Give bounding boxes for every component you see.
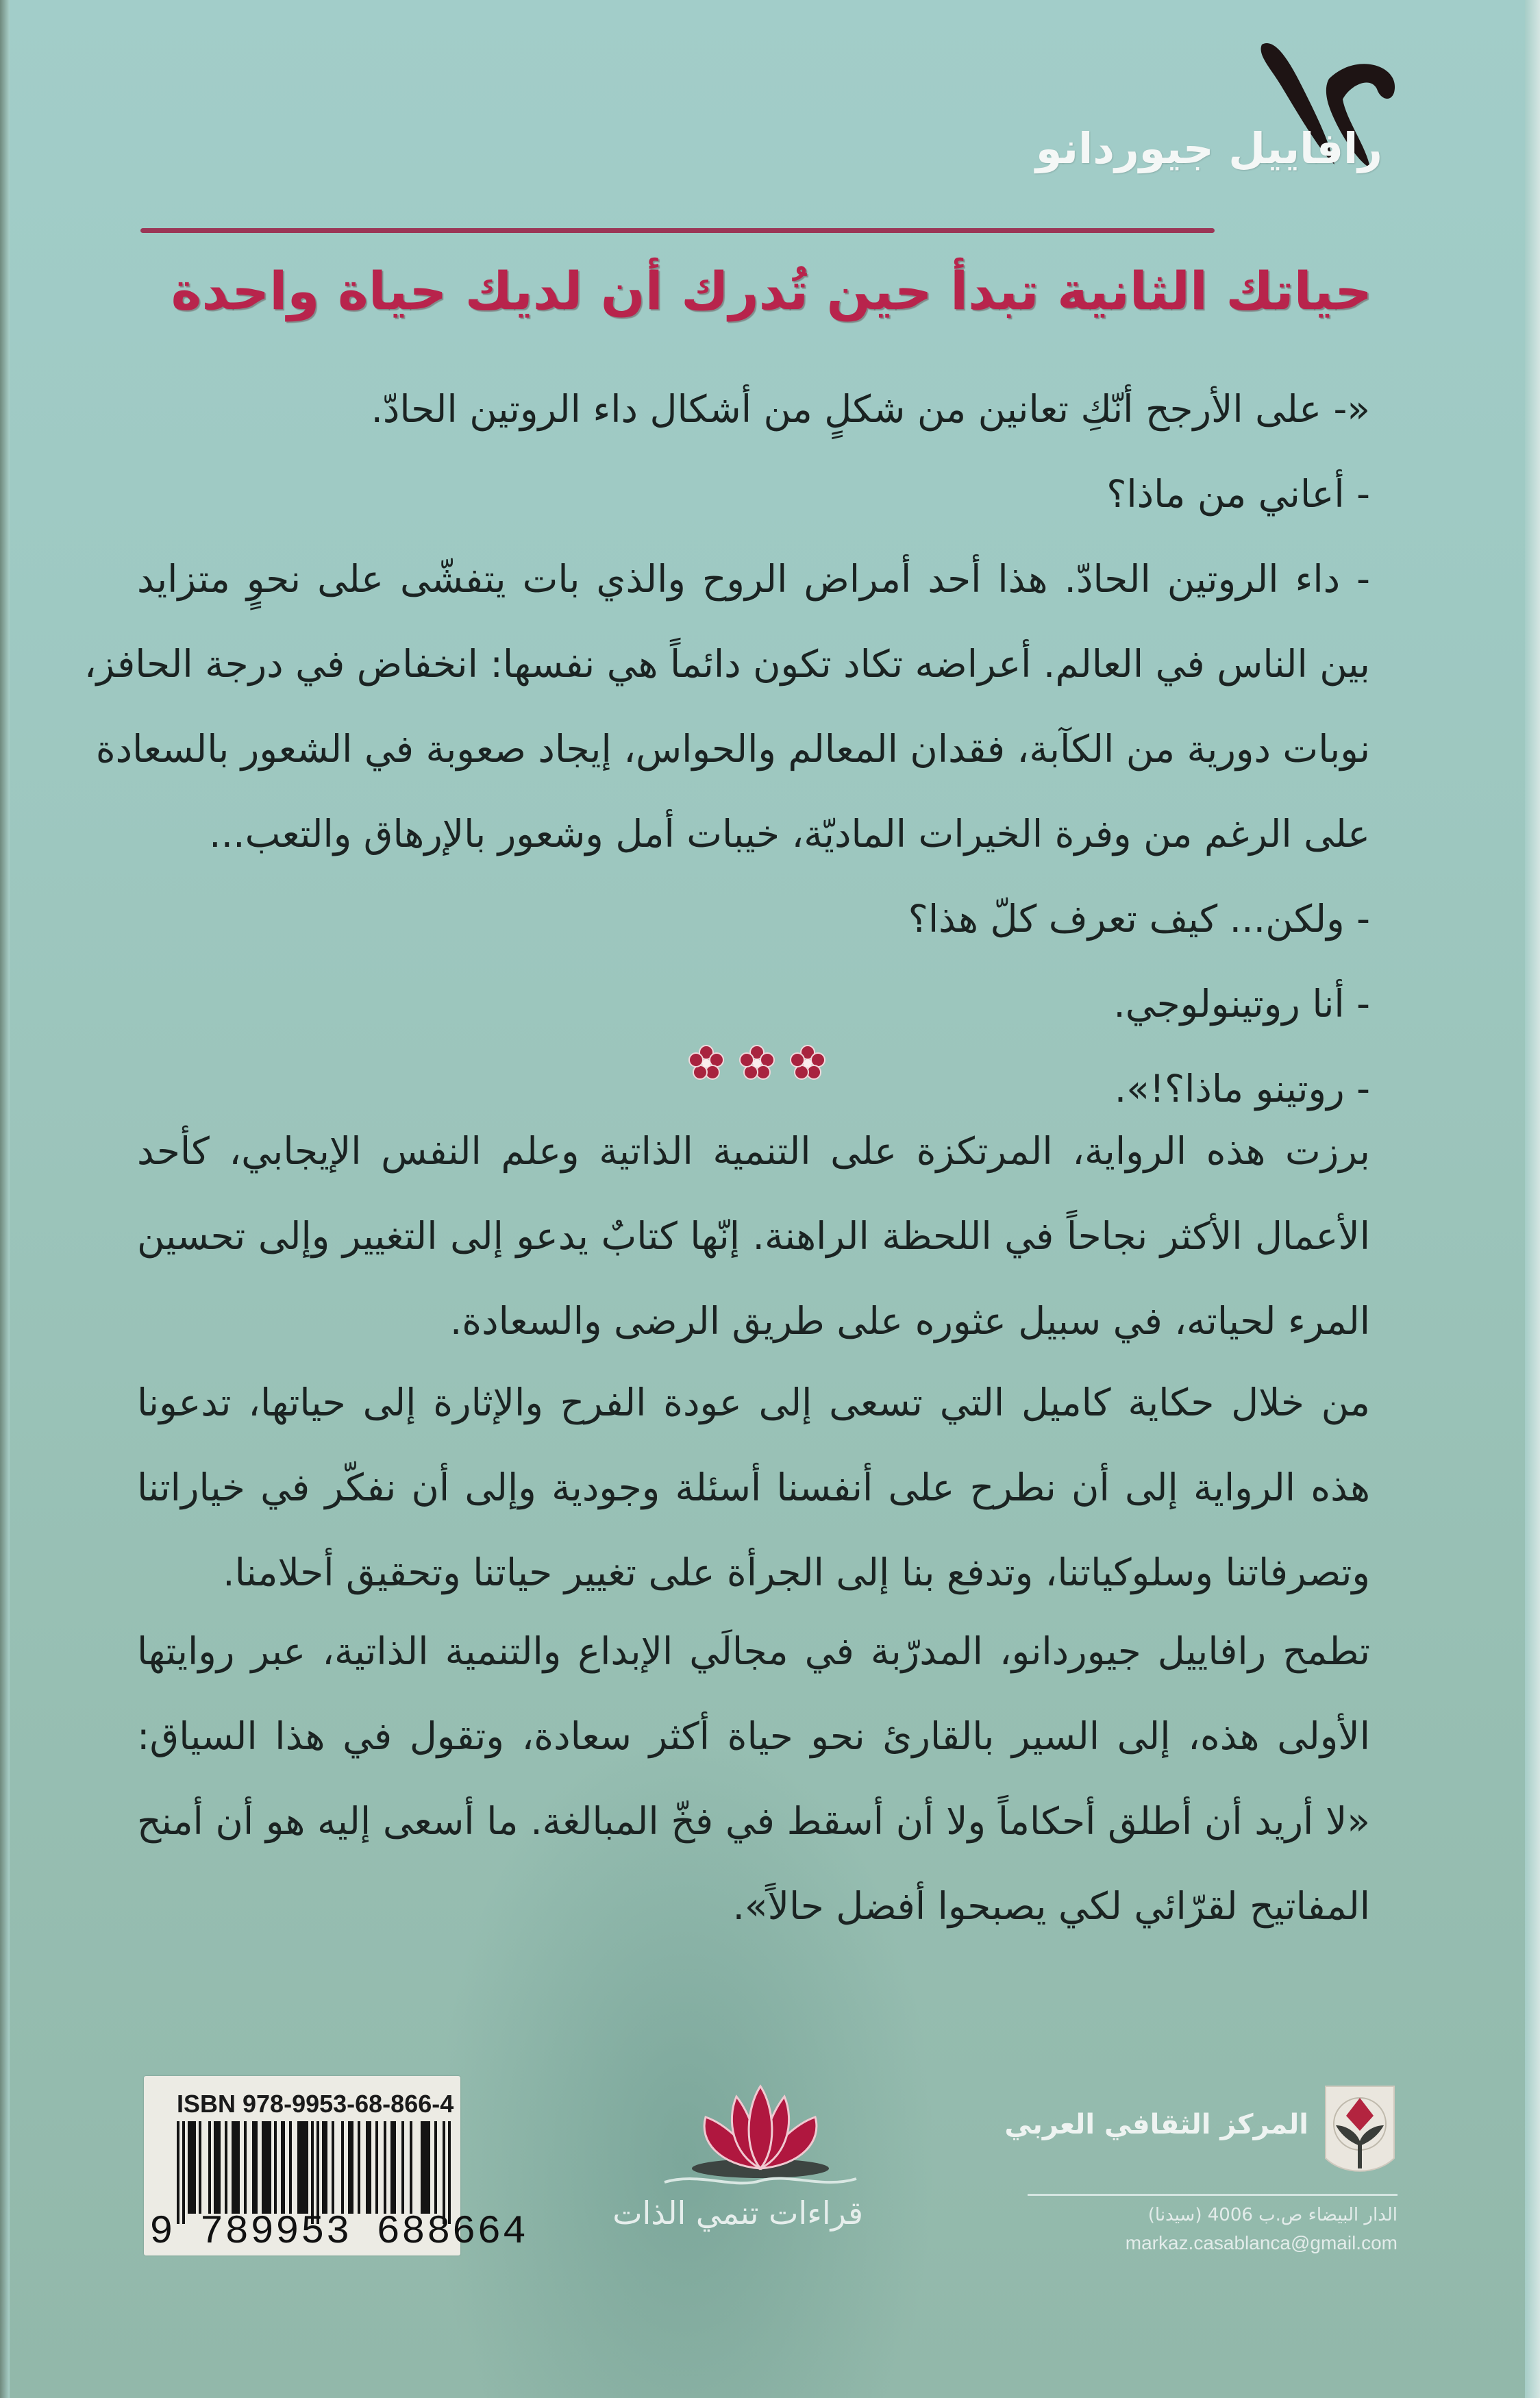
paragraph-line: من خلال حكاية كاميل التي تسعى إلى عودة الفرح والإثارة إلى حياتها، تدعونا [137, 1381, 1370, 1424]
paragraph-line: «لا أريد أن أطلق أحكاماً ولا أن أسقط في فخّ المبالغة. ما أسعى إليه هو أن أمنح [137, 1799, 1370, 1843]
paragraph-line: المرء لحياته، في سبيل عثوره على طريق الرضى والسعادة. [449, 1299, 1370, 1343]
section-separator [688, 1045, 825, 1080]
dialogue-line: - أنا روتينولوجي. [1113, 982, 1370, 1026]
author-name: رافاييل جيوردانو [1035, 123, 1382, 173]
cover-left-edge [0, 0, 10, 2398]
description-paragraph-1 [137, 1109, 1370, 1363]
publisher-address: الدار البيضاء ص.ب 4006 (سيدنا) [1147, 2205, 1398, 2225]
paragraph-line: برزت هذه الرواية، المرتكزة على التنمية الذاتية وعلم النفس الإيجابي، كأحد [137, 1129, 1370, 1173]
series-logo [612, 2079, 863, 2244]
flower-icon [790, 1045, 825, 1080]
paragraph-line: الأولى هذه، إلى السير بالقارئ نحو حياة أكثر سعادة، وتقول في هذا السياق: [137, 1714, 1370, 1758]
dialogue-line: نوبات دورية من الكآبة، فقدان المعالم والحواس، إيجاد صعوبة في الشعور بالسعادة [95, 727, 1370, 771]
dialogue-line: على الرغم من وفرة الخيرات الماديّة، خيبات أمل وشعور بالإرهاق والتعب... [209, 812, 1370, 856]
tulip-emblem-icon [1322, 2083, 1398, 2179]
ean-digits: 9 789953 688664 [149, 2210, 528, 2255]
dialogue-line: «- على الأرجح أنّكِ تعانين من شكلٍ من أشكال داء الروتين الحادّ. [371, 387, 1370, 431]
publisher-block [1004, 2083, 1404, 2261]
flower-icon [739, 1045, 775, 1080]
description-paragraph-2 [137, 1360, 1370, 1615]
isbn-barcode [144, 2076, 528, 2255]
paragraph-line: تطمح رافاييل جيوردانو، المدرّبة في مجالَي الإبداع والتنمية الذاتية، عبر روايتها [137, 1629, 1370, 1673]
dialogue-excerpt [84, 367, 1370, 1131]
paragraph-line: وتصرفاتنا وسلوكياتنا، وتدفع بنا إلى الجرأة على تغيير حياتنا وتحقيق أحلامنا. [223, 1550, 1370, 1594]
paragraph-line: المفاتيح لقرّائي لكي يصبحوا أفضل حالاً». [732, 1884, 1370, 1928]
cover-right-edge [1525, 0, 1540, 2398]
description-paragraph-3 [137, 1609, 1370, 1949]
barcode-bars [177, 2121, 451, 2224]
publisher-email: markaz.casablanca@gmail.com [1125, 2232, 1398, 2253]
series-name: قراءات تنمي الذات [612, 2195, 863, 2232]
header-divider [140, 228, 1215, 233]
dialogue-line: بين الناس في العالم. أعراضه تكاد تكون دائماً هي نفسها: انخفاض في درجة الحافز، [84, 642, 1370, 686]
tagline-heading: حياتك الثانية تبدأ حين تُدرك أن لديك حياة واحدة [171, 260, 1372, 321]
dialogue-line: - داء الروتين الحادّ. هذا أحد أمراض الروح والذي بات يتفشّى على نحوٍ متزايد [137, 557, 1370, 601]
flower-icon [688, 1045, 724, 1080]
isbn-label: ISBN 978-9953-68-866-4 [177, 2090, 454, 2118]
dialogue-line: - ولكن... كيف تعرف كلّ هذا؟ [908, 897, 1370, 941]
lotus-icon [658, 2079, 863, 2196]
publisher-name: المركز الثقافي العربي [1004, 2109, 1308, 2140]
publisher-divider [1028, 2194, 1398, 2196]
paragraph-line: الأعمال الأكثر نجاحاً في اللحظة الراهنة. إنّها كتابٌ يدعو إلى التغيير وإلى تحسين [137, 1214, 1370, 1258]
paragraph-line: هذه الرواية إلى أن نطرح على أنفسنا أسئلة وجودية وإلى أن نفكّر في خياراتنا [137, 1466, 1370, 1509]
dialogue-line: - أعاني من ماذا؟ [1106, 472, 1370, 516]
dialogue-line: - روتينو ماذا؟!». [1114, 1067, 1370, 1111]
